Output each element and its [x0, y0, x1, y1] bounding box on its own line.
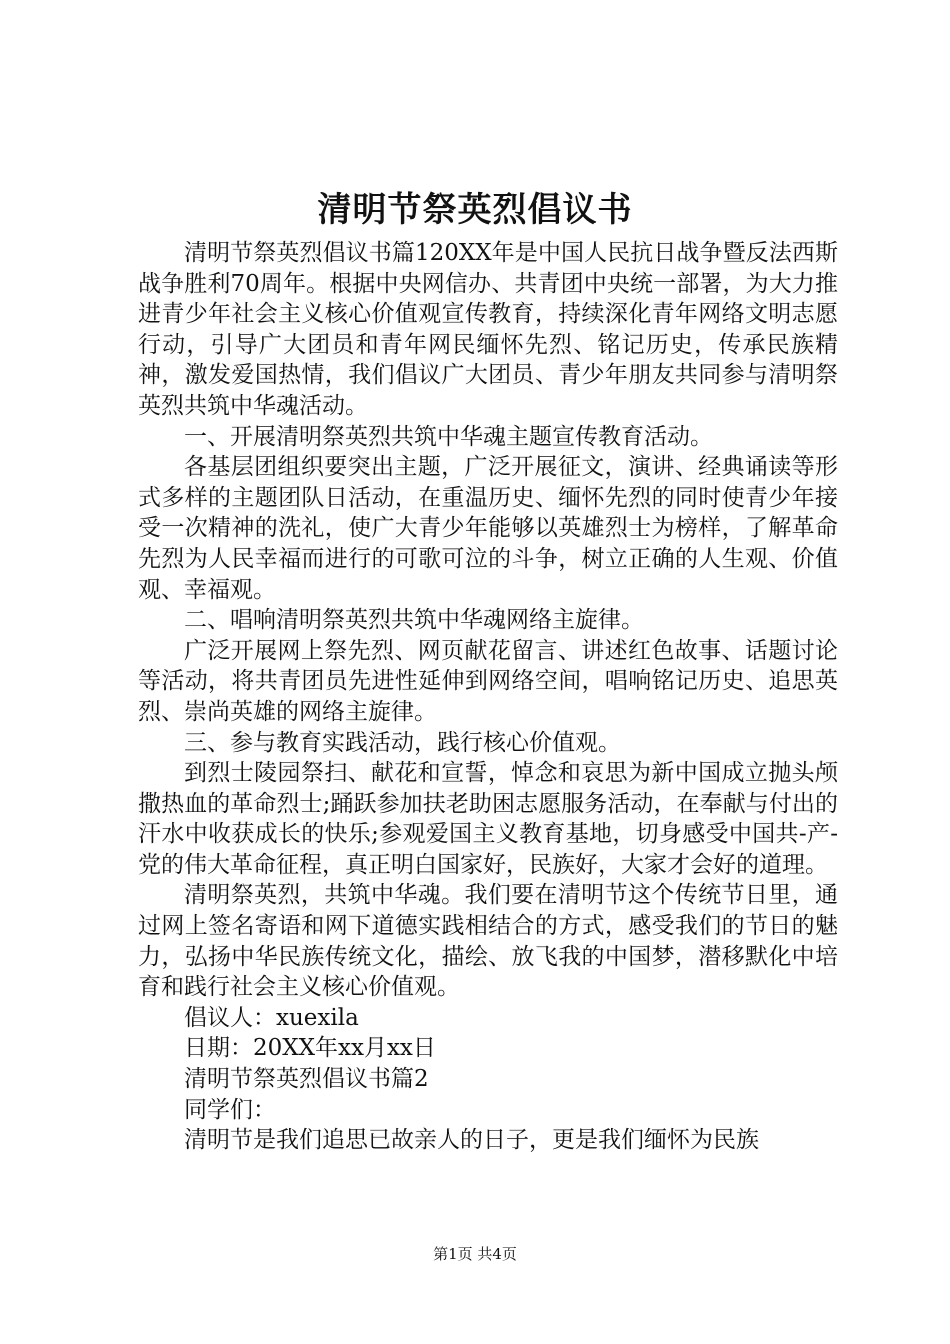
- paragraph: 清明节是我们追思已故亲人的日子，更是我们缅怀为民族: [184, 1127, 759, 1154]
- document-body: [138, 238, 838, 1156]
- document-title: 清明节祭英烈倡议书: [317, 190, 633, 230]
- salutation-line: 同学们：: [184, 1096, 276, 1123]
- paragraph: 清明节祭英烈倡议书篇120XX年是中国人民抗日战争暨反法西斯战争胜利70周年。根据中央网信办、共青团中央统一部署，为大力推进青少年社会主义核心价值观宣传教育，持续深化青年网络文明志愿行动，引导广大团员和青年网民缅怀先烈、铭记历史，传承民族精神，激发爱国热情，我们倡议广大团员、青少年朋友共同参与清明祭英烈共筑中华魂活动。: [138, 240, 838, 419]
- paragraph: 到烈士陵园祭扫、献花和宣誓，悼念和哀思为新中国成立抛头颅撒热血的革命烈士;踊跃参加扶老助困志愿服务活动，在奉献与付出的汗水中收获成长的快乐;参观爱国主义教育基地，切身感受中国共-产-党的伟大革命征程，真正明白国家好，民族好，大家才会好的道理。: [138, 760, 838, 878]
- section-heading: 一、开展清明祭英烈共筑中华魂主题宣传教育活动。: [184, 423, 713, 450]
- subtitle-line: 清明节祭英烈倡议书篇2: [184, 1066, 429, 1093]
- section-heading: 二、唱响清明祭英烈共筑中华魂网络主旋律。: [184, 607, 644, 634]
- paragraph: 广泛开展网上祭先烈、网页献花留言、讲述红色故事、话题讨论等活动，将共青团员先进性延伸到网络空间，唱响铭记历史、追思英烈、崇尚英雄的网络主旋律。: [138, 637, 838, 725]
- paragraph: 清明祭英烈，共筑中华魂。我们要在清明节这个传统节日里，通过网上签名寄语和网下道德实践相结合的方式，感受我们的节日的魅力，弘扬中华民族传统文化，描绘、放飞我的中国梦，潜移默化中培育和践行社会主义核心价值观。: [138, 882, 838, 1001]
- initiator-line: 倡议人：xuexila: [184, 1004, 359, 1031]
- paragraph: 各基层团组织要突出主题，广泛开展征文，演讲、经典诵读等形式多样的主题团队日活动，在重温历史、缅怀先烈的同时使青少年接受一次精神的洗礼，使广大青少年能够以英雄烈士为榜样，了解革命先烈为人民幸福而进行的可歌可泣的斗争，树立正确的人生观、价值观、幸福观。: [138, 454, 838, 603]
- section-heading: 三、参与教育实践活动，践行核心价值观。: [184, 729, 621, 756]
- date-line: 日期：20XX年xx月xx日: [184, 1035, 436, 1062]
- page-footer: 第1页 共4页: [433, 1245, 517, 1263]
